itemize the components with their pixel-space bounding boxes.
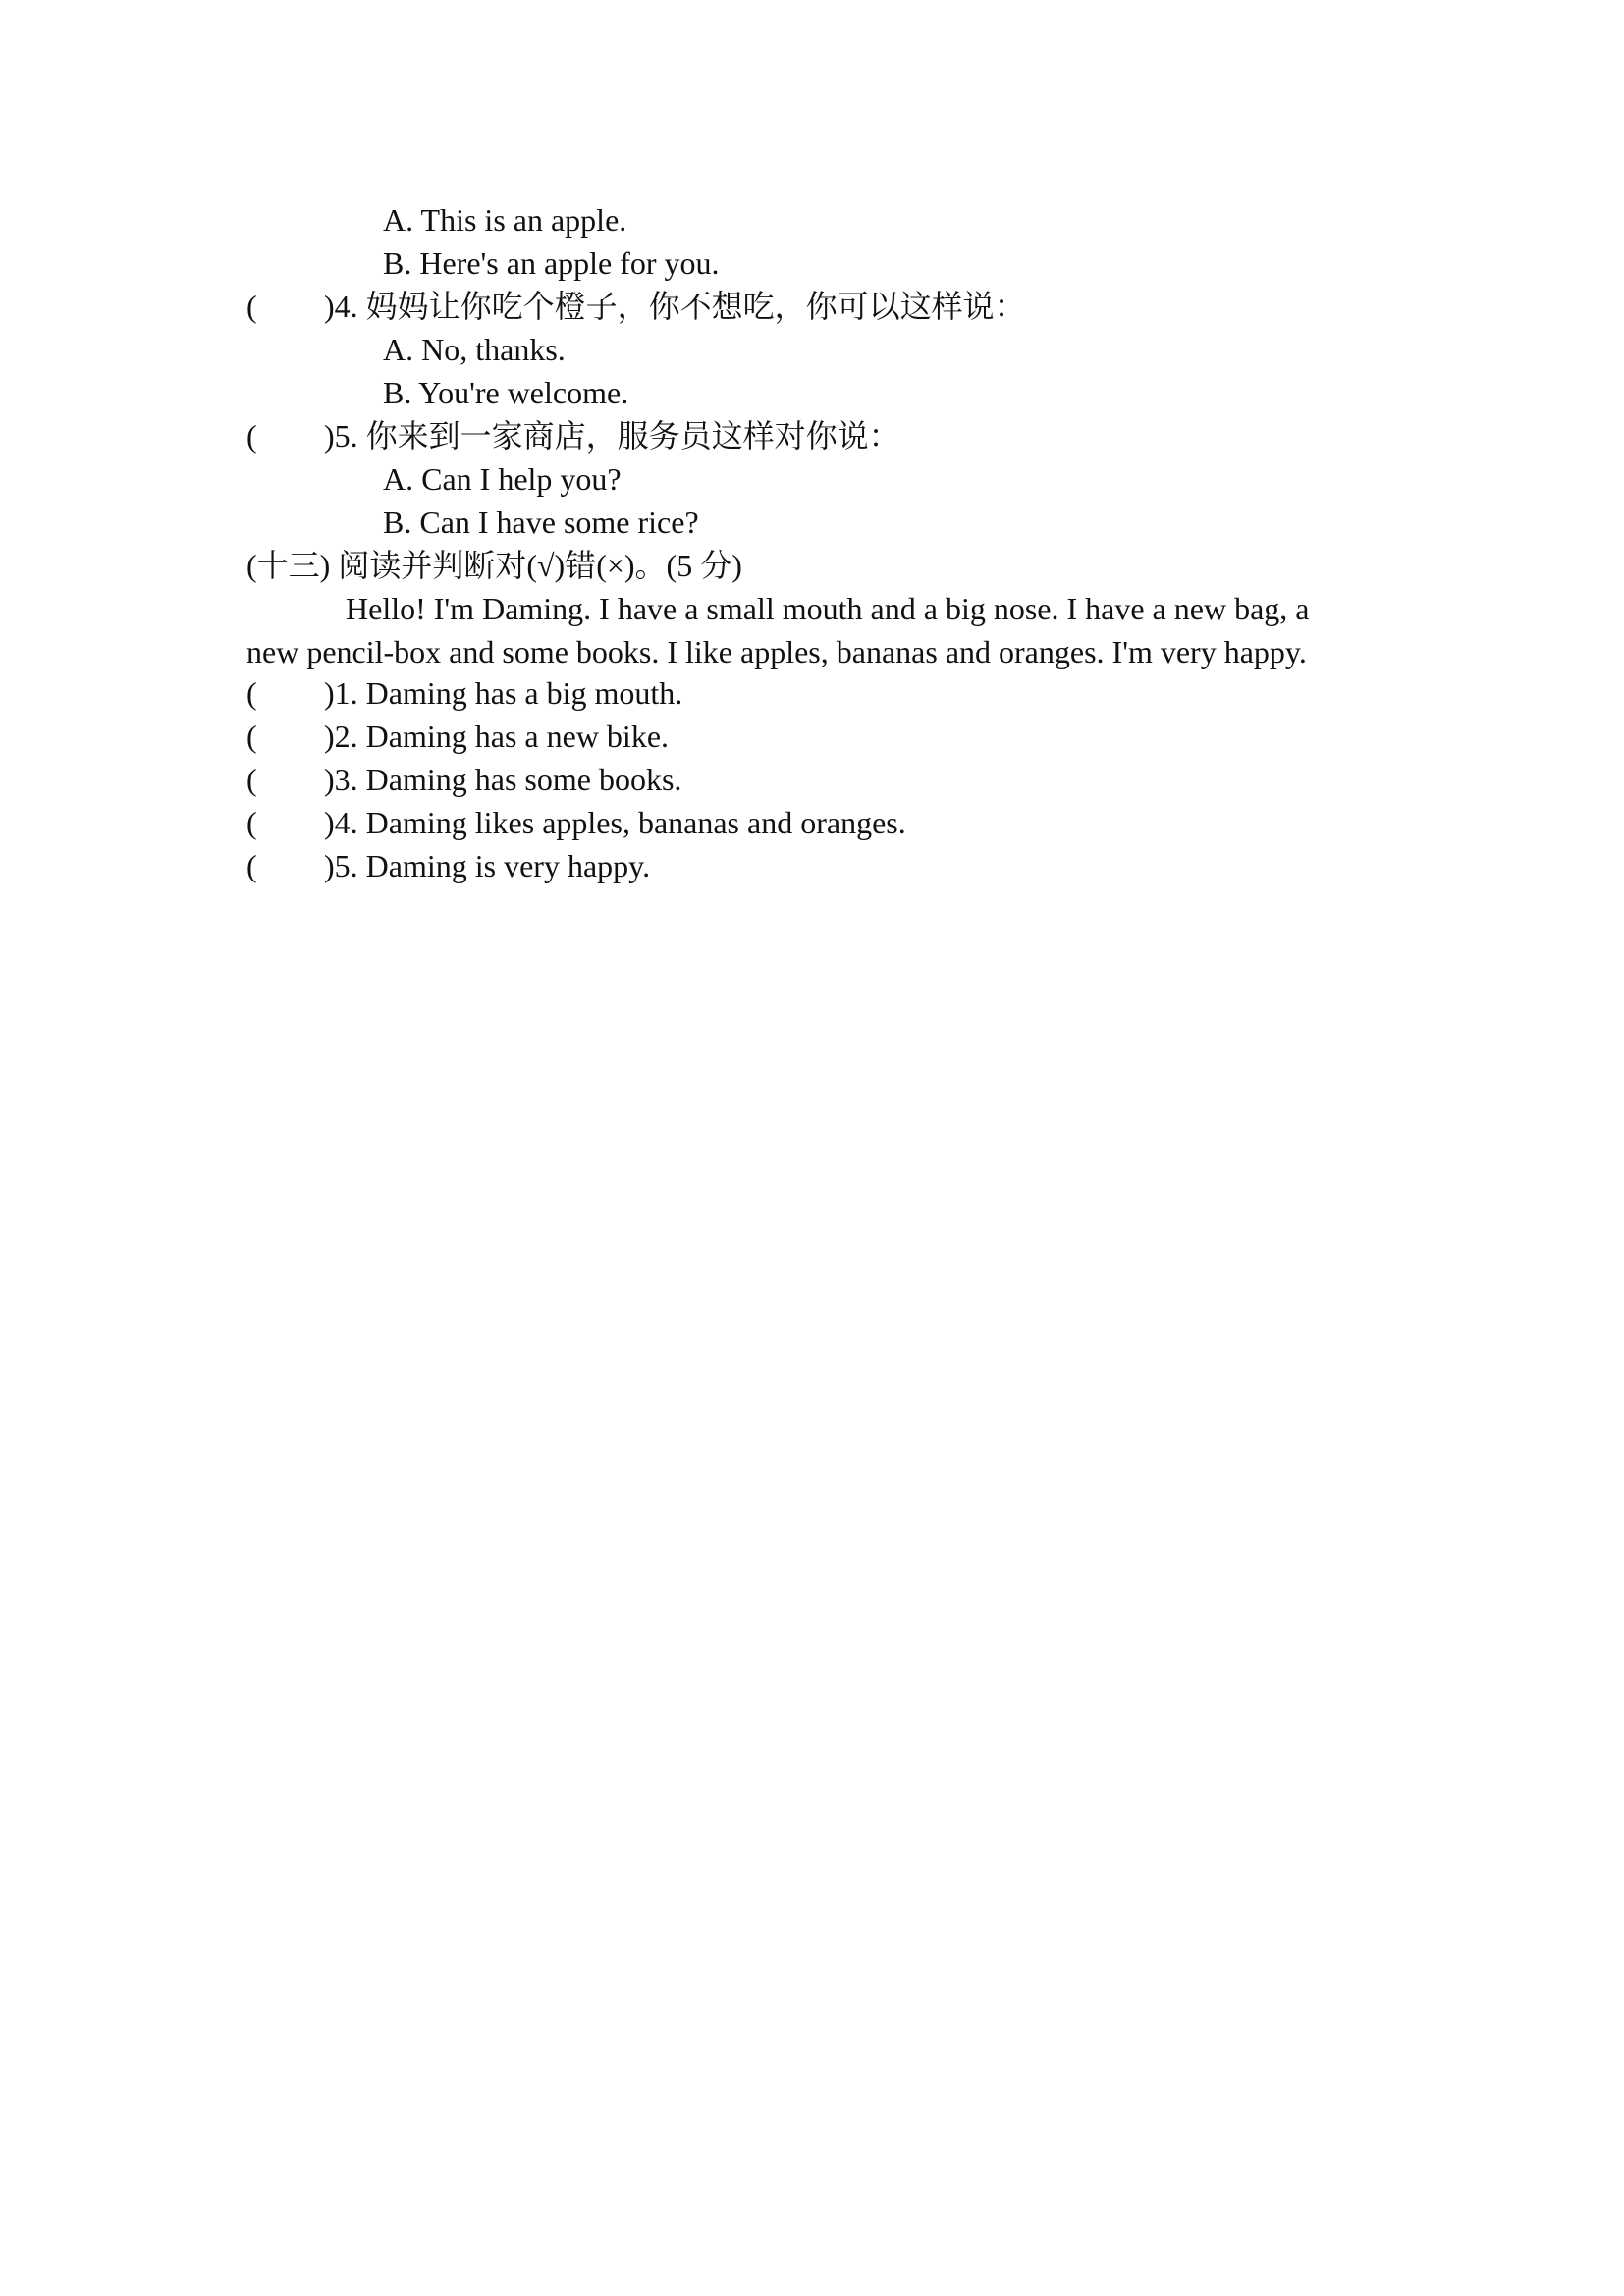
item-text: )5. Daming is very happy. <box>324 848 651 883</box>
answer-blank[interactable]: ( <box>246 719 257 754</box>
passage-line-1: Hello! I'm Daming. I have a small mouth and a big nose. I have a new bag, a <box>346 591 1310 626</box>
option-b: B. Can I have some rice? <box>383 505 699 540</box>
answer-blank[interactable]: ( <box>246 762 257 797</box>
item-text: )4. Daming likes apples, bananas and oranges. <box>324 805 906 840</box>
item-text: )2. Daming has a new bike. <box>324 719 670 754</box>
item-text: )1. Daming has a big mouth. <box>324 675 683 711</box>
answer-blank[interactable]: ( <box>246 675 257 711</box>
option-a: A. No, thanks. <box>383 332 566 367</box>
answer-blank[interactable]: ( <box>246 289 257 324</box>
answer-blank[interactable]: ( <box>246 418 257 454</box>
passage-line-2: new pencil-box and some books. I like apples, bananas and oranges. I'm very happy. <box>246 634 1307 669</box>
option-a: A. This is an apple. <box>383 202 627 238</box>
question-text: )4. 妈妈让你吃个橙子，你不想吃，你可以这样说： <box>324 289 1026 324</box>
answer-blank[interactable]: ( <box>246 848 257 883</box>
item-text: )3. Daming has some books. <box>324 762 682 797</box>
answer-blank[interactable]: ( <box>246 805 257 840</box>
option-b: B. Here's an apple for you. <box>383 245 720 281</box>
reading-passage <box>246 587 1366 673</box>
option-b: B. You're welcome. <box>383 375 629 410</box>
option-a: A. Can I help you? <box>383 461 622 497</box>
section-heading: (十三) 阅读并判断对(√)错(×)。(5 分) <box>246 548 742 583</box>
question-text: )5. 你来到一家商店，服务员这样对你说： <box>324 418 900 454</box>
